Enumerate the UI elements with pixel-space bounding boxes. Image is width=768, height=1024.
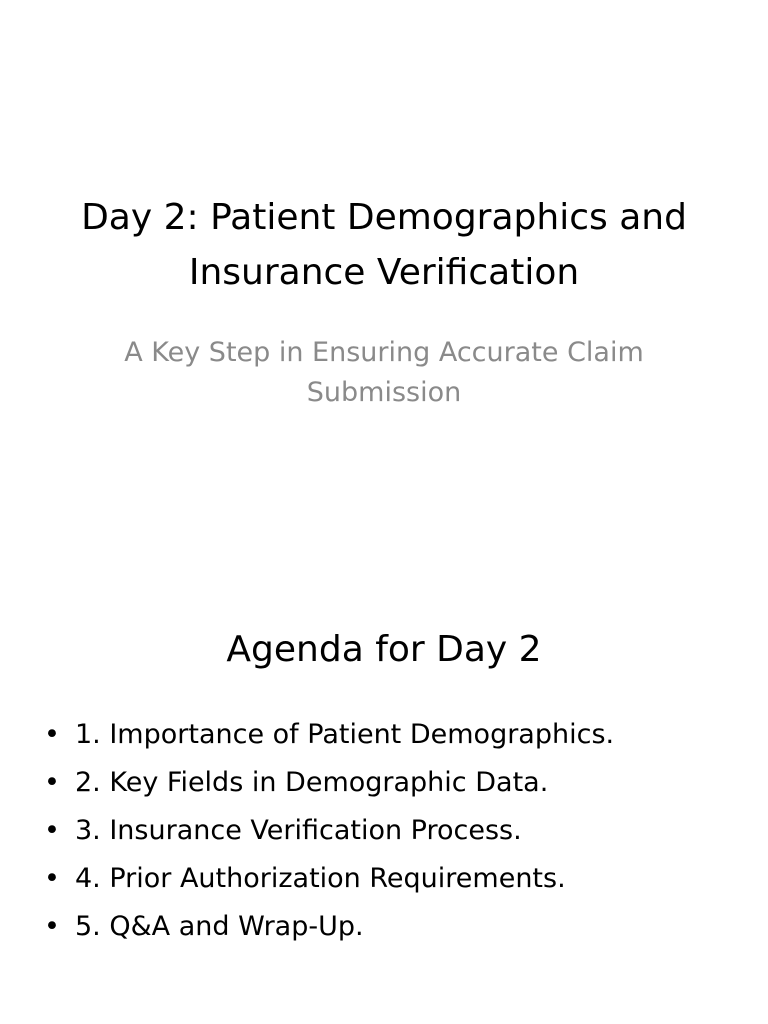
bullet-icon: • [44,911,60,942]
agenda-item-text: 4. Prior Authorization Requirements. [75,863,566,894]
agenda-item [40,711,740,759]
agenda-item-text: 3. Insurance Verification Process. [75,815,522,846]
agenda-item [40,807,740,855]
agenda-item-text: 2. Key Fields in Demographic Data. [75,767,549,798]
agenda-slide [0,512,768,1024]
bullet-icon: • [44,719,60,750]
bullet-icon: • [44,767,60,798]
agenda-item [40,855,740,903]
slide-title: Day 2: Patient Demographics and Insurance Verification [81,197,687,293]
slide-subtitle: A Key Step in Ensuring Accurate Claim Submission [124,337,644,408]
agenda-item-text: 5. Q&A and Wrap-Up. [75,911,364,942]
agenda-item [40,759,740,807]
agenda-item [40,903,740,951]
bullet-icon: • [44,815,60,846]
agenda-list [40,711,740,951]
agenda-title: Agenda for Day 2 [226,629,542,670]
agenda-item-text: 1. Importance of Patient Demographics. [75,719,615,750]
bullet-icon: • [44,863,60,894]
